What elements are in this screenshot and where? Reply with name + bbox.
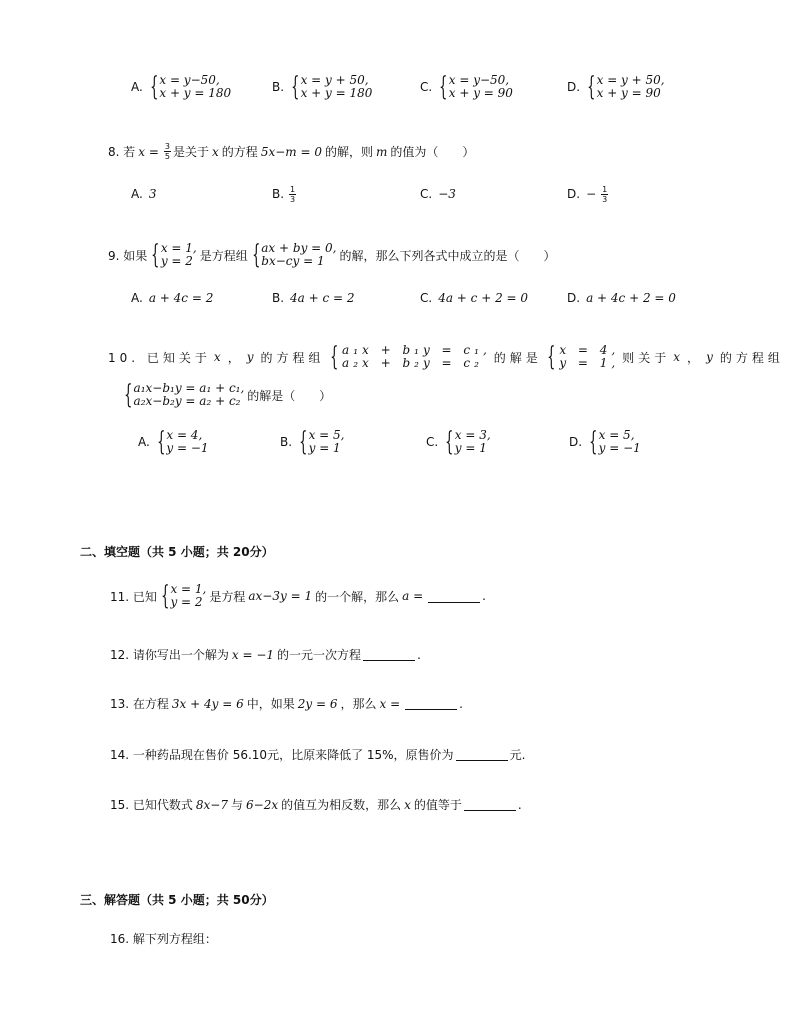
option-a[interactable]: [138, 428, 212, 456]
question-text: 元.: [509, 748, 526, 762]
option-label: C.: [420, 187, 433, 201]
option-label: A.: [138, 435, 150, 449]
left-brace-icon: {: [151, 240, 160, 270]
question-text: 是关于: [173, 145, 210, 159]
option-label: B.: [272, 291, 285, 305]
equation-lines: [159, 74, 231, 100]
equation-line: x + y = 180: [159, 86, 232, 100]
option-label: A.: [131, 187, 143, 201]
option-label: D.: [569, 435, 583, 449]
fraction: [601, 185, 608, 204]
equation-line: x = 4,: [166, 428, 203, 442]
left-brace-icon: {: [251, 240, 261, 270]
math-expression: a =: [402, 589, 424, 603]
equation-system: [586, 74, 665, 100]
equation-line: y = −1: [598, 441, 641, 455]
option-b[interactable]: [272, 184, 298, 204]
question-text: 的解，则: [324, 145, 373, 159]
math-expression: 4a + c = 2: [290, 291, 355, 305]
equation-system: [251, 242, 337, 268]
equation-system: [444, 429, 490, 455]
section-3-heading: 三、解答题（共 5 小题；共 50分）: [80, 893, 274, 907]
left-brace-icon: {: [161, 581, 170, 611]
equation-system: [290, 74, 372, 100]
question-text: 8. 若: [108, 145, 136, 159]
answer-blank: [464, 798, 516, 811]
left-brace-icon: {: [299, 427, 308, 457]
equation-line: x = y + 50,: [596, 73, 665, 87]
equation-system: [160, 583, 206, 609]
question-text: ，那么: [340, 697, 377, 711]
equation-lines: [134, 382, 245, 408]
option-c[interactable]: [420, 184, 459, 204]
fraction-denominator: 5: [164, 152, 170, 161]
question-9: [108, 242, 556, 268]
equation-system: [438, 74, 513, 100]
question-text: 的方程组: [719, 350, 784, 365]
equation-line: x = y + 50,: [300, 73, 369, 87]
math-expression: x =: [379, 696, 401, 711]
question-text: 的值等于: [413, 798, 462, 812]
question-text: 13. 在方程: [110, 697, 169, 711]
question-text: 9. 如果: [108, 248, 148, 263]
left-brace-icon: {: [124, 380, 133, 410]
math-expression: ax−3y = 1: [248, 589, 313, 603]
option-a[interactable]: [131, 73, 234, 101]
math-expression: −: [586, 187, 597, 201]
left-brace-icon: {: [445, 427, 454, 457]
equation-line: y = 2: [160, 254, 193, 268]
equation-line: a₂x−b₂y = a₂ + c₂: [133, 394, 241, 408]
equation-lines: [261, 242, 336, 268]
equation-line: y = −1: [166, 441, 209, 455]
equation-line: x = y−50,: [159, 73, 220, 87]
option-label: C.: [426, 435, 439, 449]
question-text: 11. 已知: [110, 589, 157, 604]
math-expression: x: [212, 144, 219, 159]
answer-blank: [456, 748, 508, 761]
math-expression: y: [246, 350, 258, 364]
question-text: 的值为（ ）: [390, 145, 475, 159]
question-text: 与: [231, 798, 244, 812]
option-b[interactable]: [272, 289, 358, 307]
equation-line: x = 1,: [170, 582, 207, 596]
equation-lines: [599, 429, 641, 455]
question-text: .: [459, 696, 463, 711]
question-text: 的方程组: [260, 350, 325, 365]
equation-system: [588, 429, 641, 455]
option-label: B.: [272, 80, 285, 94]
question-11: [110, 583, 486, 609]
equation-system: [123, 382, 244, 408]
math-expression: 2y = 6: [297, 696, 338, 711]
option-label: D.: [567, 187, 581, 201]
question-text: 15. 已知代数式: [110, 798, 193, 812]
question-text: 的解是: [493, 350, 542, 365]
left-brace-icon: {: [149, 72, 159, 102]
question-text: 的一个解，那么: [315, 589, 400, 604]
left-brace-icon: {: [439, 72, 448, 102]
equation-line: y = 2: [170, 595, 203, 609]
question-text: ，: [227, 350, 244, 365]
question-text: 14. 一种药品现在售价 56.10元，比原来降低了 15%，原售价为: [110, 748, 454, 762]
equation-line: y = 1,: [559, 356, 620, 370]
equation-line: x = 4,: [559, 343, 620, 357]
answer-blank: [405, 697, 457, 710]
equation-line: a₁x + b₁y = c₁,: [342, 343, 491, 357]
math-expression: x: [213, 350, 225, 364]
question-text: 的方程: [221, 145, 258, 159]
question-text: ，: [687, 350, 704, 365]
question-text: .: [482, 589, 486, 603]
equation-line: y = 1: [454, 441, 487, 455]
equation-line: bx−cy = 1: [261, 254, 325, 268]
fraction-numerator: 3: [164, 142, 170, 151]
option-c[interactable]: [426, 428, 494, 456]
question-text: 是方程组: [199, 248, 248, 263]
math-expression: 4a + c + 2 = 0: [438, 291, 529, 305]
equation-line: ax + by = 0,: [261, 241, 337, 255]
section-2-heading: 二、填空题（共 5 小题；共 20分）: [80, 545, 274, 559]
left-brace-icon: {: [156, 427, 166, 457]
equation-lines: [301, 74, 373, 100]
equation-line: x = 1,: [160, 241, 197, 255]
question-text: 的值互为相反数，那么: [281, 798, 402, 812]
math-expression: 8x−7: [195, 797, 228, 812]
option-c[interactable]: [420, 289, 531, 307]
question-text: .: [417, 647, 421, 662]
math-expression: 6−2x: [246, 797, 279, 812]
math-expression: a + 4c + 2 = 0: [586, 291, 676, 305]
equation-lines: [166, 429, 208, 455]
option-label: D.: [567, 291, 581, 305]
option-a[interactable]: [131, 289, 216, 307]
question-text: 16. 解下列方程组：: [110, 932, 217, 946]
equation-line: x + y = 90: [596, 86, 661, 100]
fraction-denominator: 3: [290, 194, 296, 204]
left-brace-icon: {: [329, 342, 340, 372]
equation-system: [156, 429, 209, 455]
option-c[interactable]: [420, 73, 516, 101]
question-10-line2: [120, 382, 331, 408]
option-label: B.: [272, 187, 285, 201]
left-brace-icon: {: [589, 427, 598, 457]
math-expression: −3: [438, 187, 456, 201]
math-expression: x =: [138, 144, 159, 159]
math-expression: 5x−m = 0: [260, 144, 322, 159]
math-expression: 3x + 4y = 6: [171, 696, 244, 711]
equation-lines: [170, 583, 206, 609]
option-label: C.: [420, 80, 433, 94]
question-text: 12. 请你写出一个解为: [110, 648, 229, 662]
equation-line: x = 5,: [308, 428, 345, 442]
option-d[interactable]: [567, 184, 610, 204]
math-expression: y: [706, 350, 717, 364]
question-text: 中，如果: [246, 697, 295, 711]
math-expression: 3: [148, 187, 157, 201]
question-text: 的一元一次方程: [277, 648, 362, 662]
option-label: C.: [420, 291, 433, 305]
question-text: 的解，那么下列各式中成立的是（ ）: [339, 248, 556, 263]
fraction: [164, 142, 171, 161]
option-label: B.: [280, 435, 293, 449]
option-b[interactable]: [272, 73, 375, 101]
question-8: [108, 142, 474, 161]
equation-system: [150, 242, 196, 268]
question-text: 是方程: [209, 589, 246, 604]
option-label: A.: [131, 291, 143, 305]
fraction-numerator: 1: [602, 184, 608, 194]
option-d[interactable]: [567, 73, 668, 101]
math-expression: a + 4c = 2: [148, 291, 214, 305]
equation-system: [149, 74, 231, 100]
math-expression: x = −1: [231, 647, 275, 662]
math-expression: x: [404, 797, 411, 812]
option-d[interactable]: [569, 428, 644, 456]
equation-system: [298, 429, 344, 455]
question-15: [110, 796, 522, 813]
fraction: [289, 185, 296, 204]
equation-line: x + y = 90: [448, 86, 513, 100]
left-brace-icon: {: [587, 72, 596, 102]
left-brace-icon: {: [546, 342, 558, 372]
equation-line: a₁x−b₁y = a₁ + c₁,: [133, 381, 245, 395]
equation-line: x = y−50,: [448, 73, 510, 87]
math-expression: x: [673, 350, 685, 364]
equation-lines: [559, 344, 619, 370]
question-text: 的解是（ ）: [247, 388, 332, 403]
equation-line: x = 5,: [598, 428, 635, 442]
answer-blank: [428, 590, 480, 603]
fraction-denominator: 3: [602, 194, 608, 204]
equation-line: a₂x + b₂y = c₂: [342, 356, 483, 370]
answer-blank: [363, 648, 415, 661]
fraction-numerator: 1: [290, 184, 296, 194]
question-13: [110, 695, 463, 712]
question-14: [110, 746, 525, 763]
left-brace-icon: {: [291, 72, 300, 102]
option-label: A.: [131, 80, 143, 94]
equation-lines: [449, 74, 513, 100]
equation-system: [545, 344, 619, 370]
equation-line: y = 1: [308, 441, 341, 455]
option-label: D.: [567, 80, 581, 94]
question-10-line1: [108, 344, 784, 370]
equation-lines: [597, 74, 665, 100]
equation-line: x = 3,: [454, 428, 491, 442]
math-expression: m: [375, 144, 388, 159]
question-12: [110, 646, 421, 663]
option-d[interactable]: [567, 289, 679, 307]
equation-line: x + y = 180: [300, 86, 373, 100]
equation-lines: [161, 242, 197, 268]
option-b[interactable]: [280, 428, 348, 456]
equation-lines: [309, 429, 345, 455]
question-text: 10. 已知关于: [108, 350, 211, 365]
equation-system: [328, 344, 491, 370]
equation-lines: [455, 429, 491, 455]
equation-lines: [342, 344, 491, 370]
question-text: 则关于: [622, 350, 671, 365]
question-16: [110, 930, 217, 947]
option-a[interactable]: [131, 184, 159, 204]
question-text: .: [517, 797, 522, 812]
